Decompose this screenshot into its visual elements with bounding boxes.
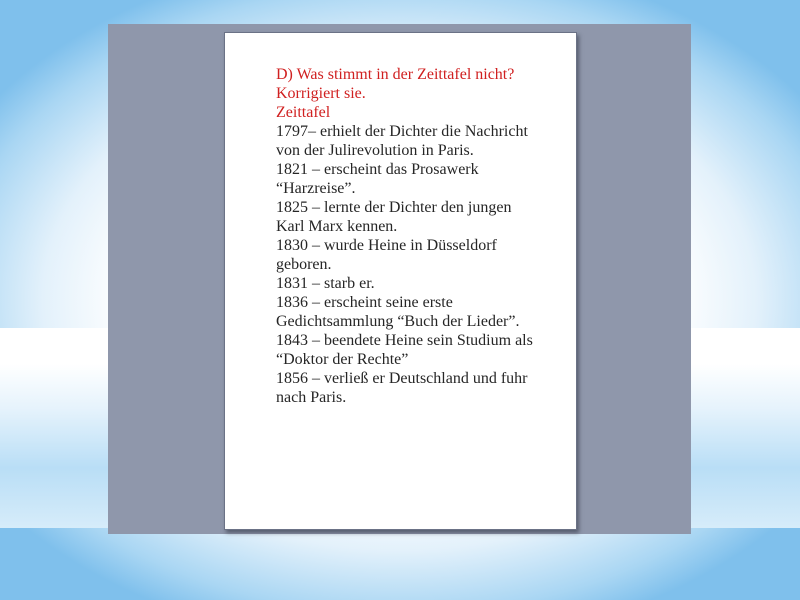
- timeline-line: 1843 – beendete Heine sein Studium als: [276, 332, 533, 349]
- timeline-title: Zeittafel: [276, 104, 331, 121]
- timeline-line: 1856 – verließ er Deutschland und fuhr: [276, 370, 528, 387]
- timeline-line: 1830 – wurde Heine in Düsseldorf: [276, 237, 497, 254]
- timeline-line: Gedichtsammlung “Buch der Lieder”.: [276, 313, 520, 330]
- timeline-line: 1831 – starb er.: [276, 275, 375, 292]
- page-content: [276, 65, 566, 407]
- timeline-line: 1825 – lernte der Dichter den jungen: [276, 199, 512, 216]
- task-heading: D) Was stimmt in der Zeittafel nicht?: [276, 66, 515, 83]
- timeline-line: nach Paris.: [276, 389, 347, 406]
- timeline-line: “Harzreise”.: [276, 180, 356, 197]
- timeline-line: “Doktor der Rechte”: [276, 351, 409, 368]
- timeline-line: 1836 – erscheint seine erste: [276, 294, 453, 311]
- timeline-line: Karl Marx kennen.: [276, 218, 398, 235]
- timeline-line: von der Julirevolution in Paris.: [276, 142, 474, 159]
- document-viewer: [108, 24, 691, 534]
- timeline-line: 1821 – erscheint das Prosawerk: [276, 161, 479, 178]
- timeline-line: geboren.: [276, 256, 332, 273]
- timeline-line: 1797– erhielt der Dichter die Nachricht: [276, 123, 528, 140]
- document-page: [224, 32, 577, 530]
- task-instruction: Korrigiert sie.: [276, 85, 366, 102]
